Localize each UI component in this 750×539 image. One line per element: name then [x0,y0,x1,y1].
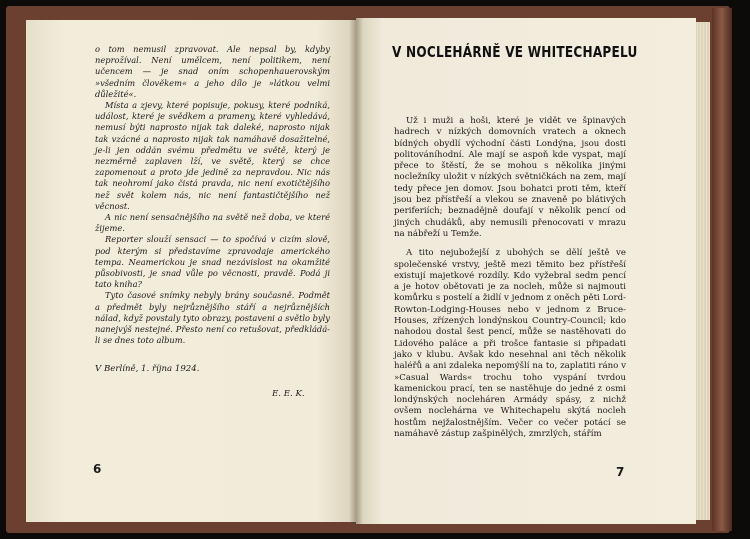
signature-place-date: V Berlíně, 1. října 1924. [95,364,200,374]
page-edges [696,22,710,520]
page-number-right: 7 [616,465,625,479]
left-page-text [95,44,330,346]
right-paragraph: A tito nejubožejší z ubohých se dělí ještě ve společenské vrstvy, ještě mezi těmito bez přístřeší existují majetkové rozdíly. Kdo vyžebral sedm pencí a je hotov obětovati je za nocleh, může si najmouti komůrku s postelí a židlí v jednom z oněch pěti Lord-Rowton-Lodging-Houses nebo v jednom z Bruce-Houses, zřízených londýnskou Country-Council; kdo nahodou dostal šest pencí, může se nastěhovati do Lidového paláce a při trošce fantasie si připadati jako v klubu. Avšak kdo nesehnal ani těch několik haléřů a ani zdaleka nepomýšlí na to, zaplatiti ráno v »Casual Wards« trochu toho vyspání tvrdou kamenickou prací, ten se nastěhuje do jedné z osmi londýnských nocleháren Armády spásy, z nichž ovšem noclehárna ve Whitechapelu skýtá nocleh hostům nejžalostnějším. Večer co večer potácí se namáhavě zástup zašpinělých, zmrzlých, stářím [394,248,626,440]
left-paragraph: A nic není sensačnějšího na světě než doba, ve které žijeme. [95,212,330,234]
right-paragraph: Už i muži a hoši, které je vidět ve špinavých hadrech v nízkých domovních vratech a oknech bídných obydlí východní části Londýna, jsou dosti politováníhodní. Ale mají se aspoň kde vyspat, mají přece to štěstí, že se mohou s několika jinými nocležníky uložit v nízkých světničkách na zem, mají tedy přece jen domov. Jsou bohatci proti těm, kteří jsou bez přístřeší a vlekou se znaveně po blátivých periferiích; beznadějně doufají v několik pencí od jiných chudáků, aby nemusili přenocovati v mrazu na nábřeží u Temže. [394,116,626,239]
left-paragraph: o tom nemusil zpravovat. Ale nepsal by, kdyby neprožíval. Není umělcem, není politikem, není učencem — je snad oním schopenhauerovským »všedním člověkem« a jeho dílo je »látkou velmi důležité«. [95,44,330,99]
chapter-title: V NOCLEHÁRNĚ VE WHITECHAPELU [392,43,638,61]
signature-initials: E. E. K. [272,389,305,399]
book-gutter [349,18,363,524]
book-spine-edge [712,8,732,531]
left-paragraph: Místa a zjevy, které popisuje, pokusy, které podniká, událost, které je svědkem a prameny, které vyhledává, nemusí býti naprosto nijak tak daleké, naprosto nijak tak vzácné a naprosto nijak tak namáhavě dosažitelné, je-li jen oddán svému předmětu ve světě, který je nezměrně zaplaven lží, ve světě, který se chce zapomenout a proto jde jedině za nepravdou. Nic nás tak neohromí jako čistá pravda, nic není exotičtějšího než svět kolem nás, nic není fantastičtějšího než věcnost. [95,100,330,211]
right-page-text [394,116,626,448]
left-paragraph: Reporter slouží sensaci — to spočívá v cizím slově, pod kterým si představíme zpravodaje amerického tempa. Neamerickou je snad nezávislost na okamžité působivosti, je snad vůle po věcnosti, pravdě. Podá ji tato kniha? [95,234,330,290]
page-number-left: 6 [93,462,102,476]
left-paragraph: Tyto časové snímky nebyly brány současně. Podmět a předmět byly nejrůznějšího stáří a nejrůznějších nálad, když povstaly tyto obrazy, postaveni a světlo byly nanejvýš nestejné. Přesto není co retušovat, předkládá-li se dnes toto album. [95,290,330,346]
